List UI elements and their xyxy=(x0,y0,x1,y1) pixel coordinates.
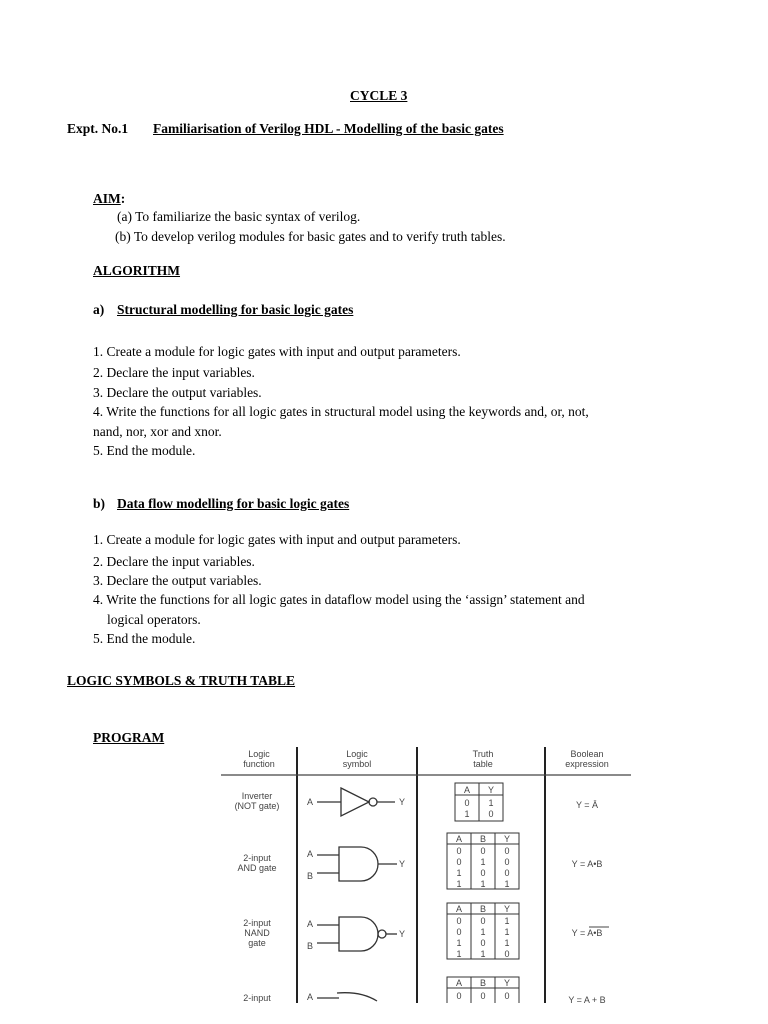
svg-text:1: 1 xyxy=(480,927,486,937)
svg-text:Y = A•B: Y = A•B xyxy=(571,928,603,938)
svg-text:1: 1 xyxy=(504,916,510,926)
svg-text:0: 0 xyxy=(480,916,486,926)
or-gate-symbol xyxy=(317,993,377,1001)
svg-text:1: 1 xyxy=(504,927,510,937)
svg-text:0: 0 xyxy=(464,798,470,808)
svg-text:Y: Y xyxy=(399,929,406,939)
expression-not: Y = Ā xyxy=(575,800,599,810)
svg-text:1: 1 xyxy=(480,857,486,867)
expression-partial: Y = A + B xyxy=(568,995,606,1003)
row-function-label: 2-input xyxy=(243,993,271,1003)
svg-text:A: A xyxy=(463,785,471,795)
svg-text:1: 1 xyxy=(504,938,510,948)
structural-step: nand, nor, xor and xnor. xyxy=(93,424,222,439)
expression-and: Y = A•B xyxy=(571,859,603,869)
svg-text:B: B xyxy=(307,871,314,881)
header-logic-function: Logic function xyxy=(243,749,275,769)
svg-text:A: A xyxy=(455,978,463,988)
dataflow-title: Data flow modelling for basic logic gates xyxy=(117,496,350,511)
structural-prefix: a) xyxy=(93,302,105,317)
svg-text:0: 0 xyxy=(456,927,462,937)
svg-text:1: 1 xyxy=(480,949,486,959)
program-heading: PROGRAM xyxy=(93,730,165,745)
cycle-title: CYCLE 3 xyxy=(350,88,408,103)
structural-title: Structural modelling for basic logic gates xyxy=(117,302,354,317)
svg-text:0: 0 xyxy=(480,938,486,948)
svg-text:0: 0 xyxy=(504,991,510,1001)
svg-text:0: 0 xyxy=(504,868,510,878)
aim-item: (a) To familiarize the basic syntax of verilog. xyxy=(117,209,361,224)
svg-text:0: 0 xyxy=(456,916,462,926)
structural-step: 4. Write the functions for all logic gates in structural model using the keywords and, or, not, xyxy=(93,404,589,419)
row-function-label: 2-input NAND gate xyxy=(243,918,271,948)
experiment-title: Familiarisation of Verilog HDL - Modelling of the basic gates xyxy=(153,121,504,136)
svg-text:1: 1 xyxy=(456,938,462,948)
logic-gates-figure xyxy=(221,743,631,1003)
header-truth-table: Truth table xyxy=(472,749,494,769)
structural-step: 5. End the module. xyxy=(93,443,196,458)
svg-text:Y: Y xyxy=(399,859,406,869)
svg-text:0: 0 xyxy=(456,857,462,867)
svg-text:0: 0 xyxy=(488,809,494,819)
structural-step: 1. Create a module for logic gates with input and output parameters. xyxy=(93,344,461,359)
output-label: Y xyxy=(399,797,406,807)
svg-text:1: 1 xyxy=(488,798,494,808)
svg-text:B: B xyxy=(307,941,314,951)
row-function-label: 2-input AND gate xyxy=(237,853,277,873)
expression-nand xyxy=(572,927,609,938)
dataflow-step: 5. End the module. xyxy=(93,631,196,646)
svg-text:1: 1 xyxy=(456,949,462,959)
aim-colon: : xyxy=(120,191,126,206)
svg-text:Y: Y xyxy=(503,904,511,914)
svg-text:B: B xyxy=(479,978,487,988)
svg-text:0: 0 xyxy=(480,846,486,856)
dataflow-step: 3. Declare the output variables. xyxy=(93,573,262,588)
svg-text:0: 0 xyxy=(480,991,486,1001)
dataflow-step: 2. Declare the input variables. xyxy=(93,554,255,569)
logic-symbols-heading: LOGIC SYMBOLS & TRUTH TABLE xyxy=(67,673,296,688)
svg-text:A: A xyxy=(455,834,463,844)
svg-text:1: 1 xyxy=(480,879,486,889)
svg-text:1: 1 xyxy=(456,868,462,878)
input-label: A xyxy=(307,797,314,807)
aim-heading-line xyxy=(93,191,125,207)
structural-step: 2. Declare the input variables. xyxy=(93,365,255,380)
svg-text:A: A xyxy=(455,904,463,914)
svg-text:A: A xyxy=(307,992,314,1002)
svg-text:0: 0 xyxy=(456,991,462,1001)
svg-text:B: B xyxy=(479,904,487,914)
svg-text:0: 0 xyxy=(480,868,486,878)
svg-text:0: 0 xyxy=(504,857,510,867)
svg-text:0: 0 xyxy=(504,949,510,959)
svg-text:Y: Y xyxy=(503,834,511,844)
svg-text:A: A xyxy=(307,919,314,929)
dataflow-prefix: b) xyxy=(93,496,106,511)
aim-item: (b) To develop verilog modules for basic gates and to verify truth tables. xyxy=(115,229,506,244)
experiment-number: Expt. No.1 xyxy=(67,121,129,136)
header-logic-symbol: Logic symbol xyxy=(342,749,372,769)
row-function-label: Inverter (NOT gate) xyxy=(234,791,280,811)
svg-text:A: A xyxy=(307,849,314,859)
dataflow-step: 1. Create a module for logic gates with input and output parameters. xyxy=(93,532,461,547)
truth-table-not xyxy=(455,783,503,821)
svg-text:0: 0 xyxy=(504,846,510,856)
svg-text:0: 0 xyxy=(456,846,462,856)
nand-gate-symbol xyxy=(317,917,397,951)
not-gate-symbol xyxy=(317,788,395,816)
dataflow-step: 4. Write the functions for all logic gates in dataflow model using the ‘assign’ statement and xyxy=(93,592,585,607)
dataflow-step: logical operators. xyxy=(107,612,201,627)
algorithm-heading: ALGORITHM xyxy=(93,263,181,278)
header-boolean-expression: Boolean expression xyxy=(565,749,609,769)
svg-text:1: 1 xyxy=(464,809,470,819)
structural-step: 3. Declare the output variables. xyxy=(93,385,262,400)
and-gate-symbol xyxy=(317,847,397,881)
svg-text:1: 1 xyxy=(456,879,462,889)
aim-heading: AIM xyxy=(93,191,121,206)
svg-text:Y: Y xyxy=(503,978,511,988)
svg-text:B: B xyxy=(479,834,487,844)
svg-text:Y: Y xyxy=(487,785,495,795)
svg-text:1: 1 xyxy=(504,879,510,889)
